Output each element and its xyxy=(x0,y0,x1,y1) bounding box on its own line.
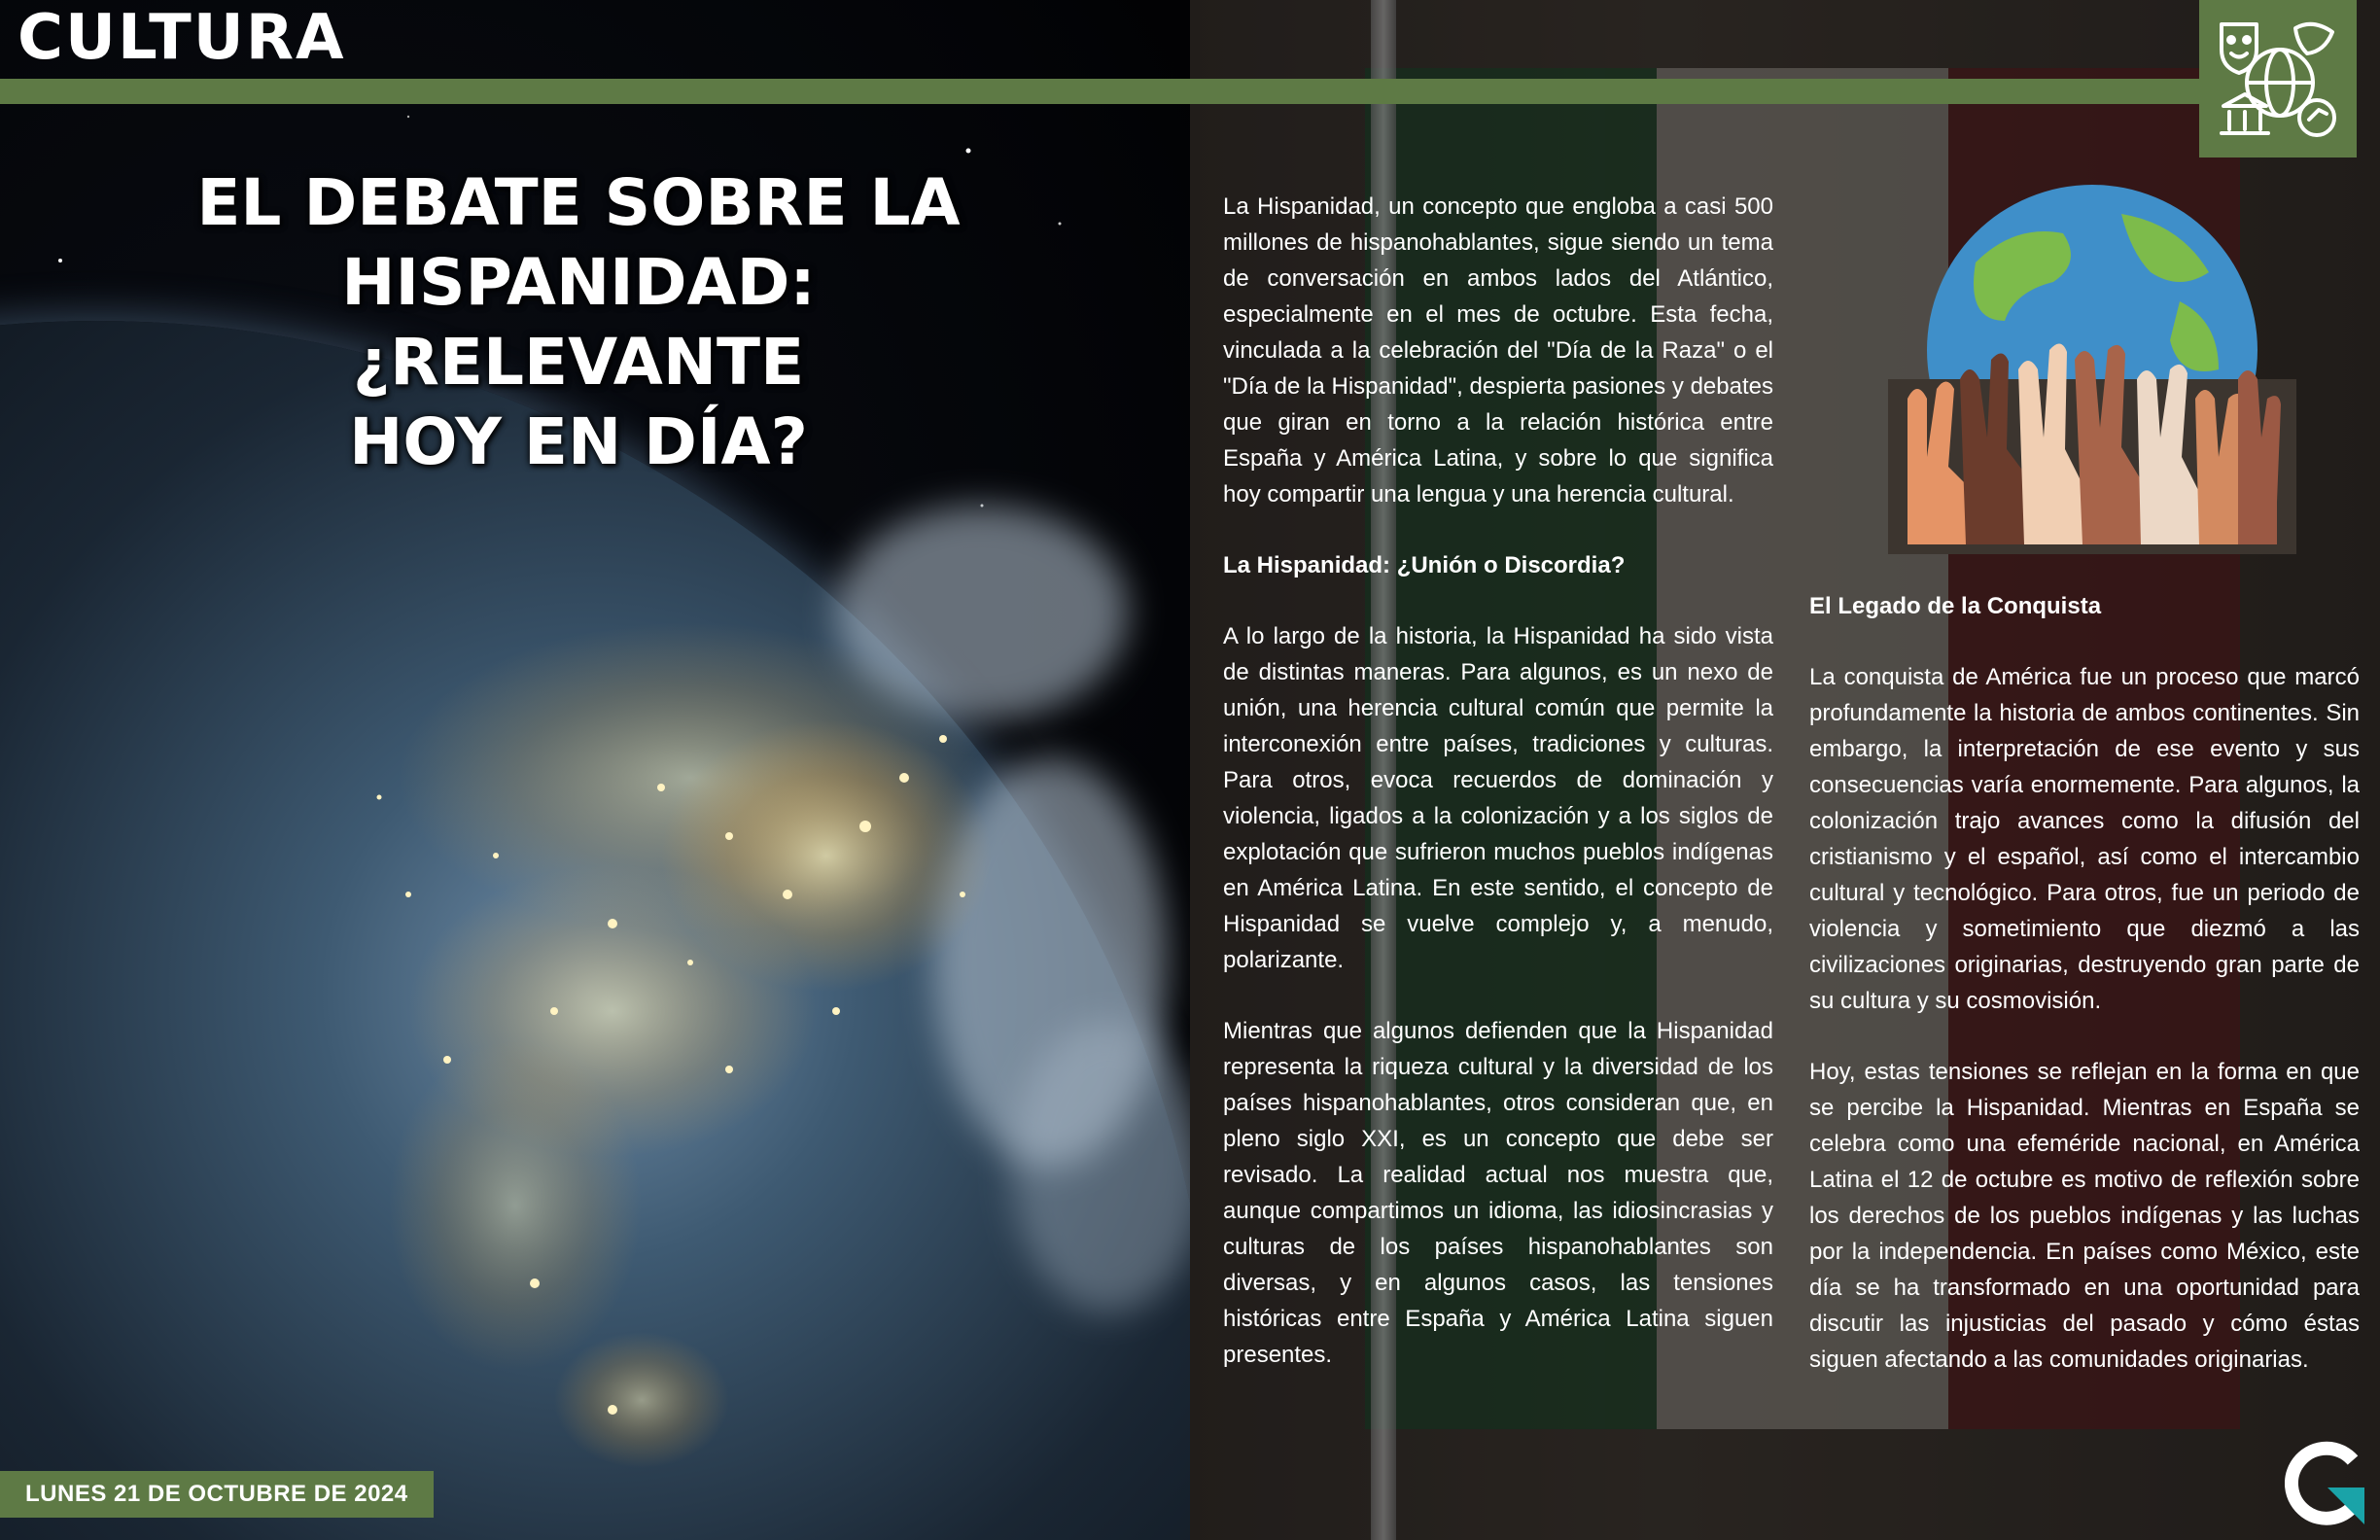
section-heading: El Legado de la Conquista xyxy=(1809,593,2102,619)
section-heading: La Hispanidad: ¿Unión o Discordia? xyxy=(1223,552,1626,578)
header-bar xyxy=(0,79,2199,104)
section-label: CULTURA xyxy=(18,2,346,74)
date-badge: LUNES 21 DE OCTUBRE DE 2024 xyxy=(0,1471,434,1518)
headline-line: HISPANIDAD: ¿RELEVANTE xyxy=(341,245,816,400)
brand-logo-icon xyxy=(2285,1439,2370,1526)
body-paragraph: A lo largo de la historia, la Hispanidad ha sido vista de distintas maneras. Para algunos, es un nexo de unión, una herencia cultural común que permite la interconexión entre países, tradiciones y culturas. Para otros, evoca recuerdos de dominación y violencia, ligados a la colonización y a los siglos de explotación que sufrieron muchos pueblos indígenas en América Latina. En este sentido, el concepto de Hispanidad se vuelve complejo y, a menudo, polarizante. xyxy=(1223,623,1773,973)
headline xyxy=(117,163,1040,482)
cloud-cover xyxy=(1011,1021,1190,1312)
body-paragraph: Hoy, estas tensiones se reflejan en la forma en que se percibe la Hispanidad. Mientras en España se celebra como una efeméride nacional, en América Latina el 12 de octubre es motivo de reflexión sobre los derechos de los pueblos indígenas y las luchas por la independencia. En países como México, este día se ha transformado en una oportunidad para discutir las injusticias del pasado y cómo éstas siguen afectando a las comunidades originarias. xyxy=(1809,1059,2360,1373)
intro-paragraph: La Hispanidad, un concepto que engloba a casi 500 millones de hispanohablantes, sigue siendo un tema de conversación en ambos lados del Atlántico, especialmente en el mes de octubre. Esta fecha, vinculada a la celebración del "Día de la Raza" o el "Día de la Hispanidad", despierta pasiones y debates que giran en torno a la relación histórica entre España y América Latina, y sobre lo que significa hoy compartir una lengua y una herencia cultural. xyxy=(1223,193,1773,508)
globe-hands-illustration xyxy=(1888,156,2296,554)
city-lights xyxy=(321,603,1021,1478)
body-paragraph: Mientras que algunos defienden que la Hispanidad representa la riqueza cultural y la diversidad de los países hispanohablantes, otros consideran que, en pleno siglo XXI, es un concepto que debe ser revisado. La realidad actual nos muestra que, aunque compartimos un idioma, las idiosincrasias y culturas de los países hispanohablantes son diversas, y en algunos casos, las tensiones históricas entre España y América Latina siguen presentes. xyxy=(1223,1018,1773,1368)
headline-line: HOY EN DÍA? xyxy=(349,404,808,479)
article-column-left xyxy=(1223,189,1773,1408)
article-column-right xyxy=(1809,588,2360,1413)
culture-icon xyxy=(2199,0,2357,158)
headline-line: EL DEBATE SOBRE LA xyxy=(196,165,961,240)
body-paragraph: La conquista de América fue un proceso que marcó profundamente la historia de ambos continentes. Sin embargo, la interpretación de ese evento y sus consecuencias varía enormemente. Para algunos, la colonización trajo avances como la difusión del cristianismo y el español, así como el intercambio cultural y tecnológico. Para otros, fue un periodo de violencia y sometimiento que diezmó a las civilizaciones originarias, destruyendo gran parte de su cultura y su cosmovisión. xyxy=(1809,664,2360,1014)
